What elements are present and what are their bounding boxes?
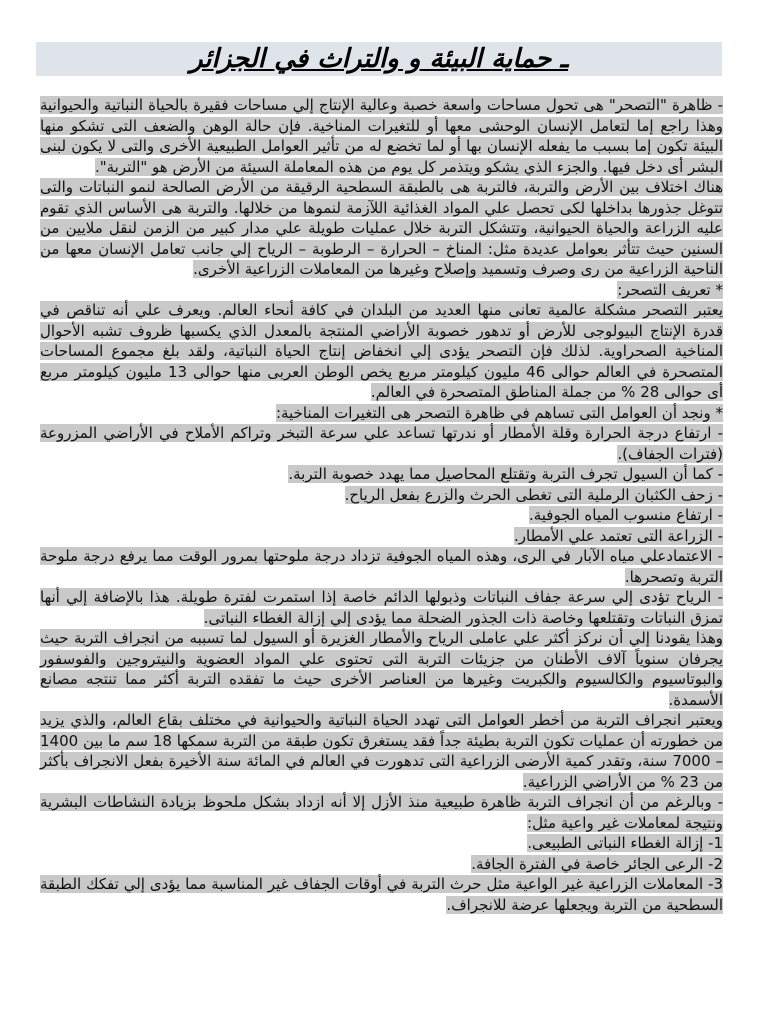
paragraph-text: هناك اختلاف بين الأرض والتربة، فالتربة هى بالطبقة السطحية الرقيقة من الأرض الصالحة لنمو النباتات والتى تتوغل جذورها بداخلها لكى تحصل علي المواد الغذائية اللآزمة لنموها من خلالها. والتربة هى الأساس الذي تقوم عليه الزراعة والحياة الحيوانية، وتتشكل التربة خلال عمليات طويلة علي مدار كبير من الزمن لنقل ملايين من السنين حيث تتأثر بعوامل عديدة مثل: المناخ – الحرارة – الرطوبة – الرياح إلي جانب تعامل الإنسان معها من الناحية الزراعية من رى وصرف وتسميد وإصلاح وغيرها من المعاملات الزراعية الأخرى. <box>40 178 723 278</box>
paragraph-text: ويعتبر انجراف التربة من أخطر العوامل التى تهدد الحياة النباتية والحيوانية في مختلف بقاع العالم، والذي يزيد من خطورته أن عمليات تكون التربة بطيئة جداً فقد يستغرق تكون طبقة من التربة سمكها 18 سم ما بين 1400 – 7000 سنة، وتقدر كمية الأرضى الزراعية التى تدهورت في العالم في المائة سنة الأخيرة بفعل الانجراف بأكثر من 23 % من الأراضي الزراعية. <box>40 711 723 791</box>
paragraph-text: - الرياح تؤدى إلي سرعة جفاف النباتات وذبولها الدائم خاصة إذا استمرت لفترة طويلة. هذا بالإضافة إلي أنها تمزق النباتات وتقتلعها وخاصة ذات الجذور الضحلة مما يؤدى إلي إزالة الغطاء النباتى. <box>40 588 723 627</box>
page-title: ـ حماية البيئة و والتراث في الجزائر <box>189 44 569 74</box>
paragraph-text: * تعريف التصحر: <box>617 280 723 299</box>
list-item <box>40 423 723 464</box>
paragraph <box>40 177 723 280</box>
paragraph-text: - الاعتمادعلي مياه الآبار في الرى، وهذه المياه الجوفية تزداد درجة ملوحتها بمرور الوقت مما يرفع درجة ملوحة التربة وتصحرها. <box>40 547 723 586</box>
paragraph-text: - ارتفاع درجة الحرارة وقلة الأمطار أو ندرتها تساعد علي سرعة التبخر وتراكم الأملاح في الأراضي المزروعة (فترات الجفاف). <box>40 424 723 463</box>
paragraph <box>40 628 723 710</box>
paragraph-text: - زحف الكثبان الرملية التى تغطى الحرث والزرع بفعل الرياح. <box>344 485 723 504</box>
paragraph-text: - وبالرغم من أن انجراف التربة ظاهرة طبيعية منذ الأزل إلا أنه ازداد بشكل ملحوظ بزيادة النشاطات البشرية ونتيجة لمعاملات غير واعية مثل: <box>40 793 723 832</box>
list-item <box>40 464 723 485</box>
list-item <box>40 526 723 547</box>
article-body <box>40 95 723 915</box>
list-item <box>40 546 723 587</box>
paragraph-text: 3- المعاملات الزراعية غير الواعية مثل حرث التربة في أوقات الجفاف غير المناسبة مما يؤدى إلي تفكك الطبقة السطحية من التربة ويجعلها عرضة للانجراف. <box>40 875 723 914</box>
list-item <box>40 505 723 526</box>
section-heading <box>40 280 723 301</box>
paragraph-text: - الزراعة التى تعتمد علي الأمطار. <box>514 526 723 545</box>
paragraph-text: 2- الرعى الجائر خاصة في الفترة الجافة. <box>471 854 723 873</box>
paragraph-text: * ونجد أن العوامل التى تساهم في ظاهرة التصحر هى التغيرات المناخية: <box>275 403 723 422</box>
list-item <box>40 587 723 628</box>
paragraph <box>40 792 723 833</box>
list-item <box>40 485 723 506</box>
numbered-item <box>40 854 723 875</box>
paragraph-text: - ارتفاع منسوب المياه الجوفية. <box>528 506 723 524</box>
paragraph <box>40 300 723 403</box>
numbered-item <box>40 874 723 915</box>
paragraph-text: - كما أن السيول تجرف التربة وتقتلع المحاصيل مما يهدد خصوبة التربة. <box>288 465 723 483</box>
paragraph-text: 1- إزالة الغطاء النباتى الطبيعى. <box>527 834 723 852</box>
numbered-item <box>40 833 723 854</box>
section-heading <box>40 403 723 424</box>
paragraph-text: وهذا يقودنا إلي أن نركز أكثر علي عاملى الرياح والأمطار الغزيرة أو السيول لما تسببه من انجراف التربة حيث يجرفان سنوياً آلاف الأطنان من جزيئات التربة التى تحتوى علي المواد العضوية والنيتروجين والفوسفور والبوتاسيوم والكالسيوم والكبريت وغيرها من العناصر الأخرى حيث ما تفقده التربة أكثر مما تنتجه مصانع الأسمدة. <box>40 629 723 709</box>
paragraph <box>40 95 723 177</box>
paragraph-text: - ظاهرة "التصحر" هى تحول مساحات واسعة خصبة وعالية الإنتاج إلي مساحات فقيرة بالحياة النباتية والحيوانية وهذا راجع إما لتعامل الإنسان الوحشى معها أو للتغيرات المناخية. فإن حالة الوهن والضعف التى تشكو منها البيئة تكون إما بسبب ما يفعله الإنسان بها أو لما تخضع له من تأثير العوامل الطبيعية الأخرى والتى لا يكون لبنى البشر أى دخل فيها. والجزء الذي يشكو ويتذمر كل يوم من هذه المعاملة السيئة من الأرض هو "التربة". <box>40 96 723 176</box>
paragraph-text: يعتبر التصحر مشكلة عالمية تعانى منها العديد من البلدان في كافة أنحاء العالم. ويعرف علي أنه تناقص في قدرة الإنتاج البيولوجى للأرض أو تدهور خصوبة الأراضي المنتجة بالمعدل الذي يكسبها ظروف تشبه الأحوال المناخية الصحراوية. لذلك فإن التصحر يؤدى إلي انخفاض إنتاج الحياة النباتية، ولقد بلغ مجموع المساحات المتصحرة في العالم حوالى 46 مليون كيلومتر مربع يخص الوطن العربى منها حوالى 13 مليون كيلومتر مربع أى حوالى 28 % من جملة المناطق المتصحرة في العالم. <box>40 301 723 401</box>
paragraph <box>40 710 723 792</box>
